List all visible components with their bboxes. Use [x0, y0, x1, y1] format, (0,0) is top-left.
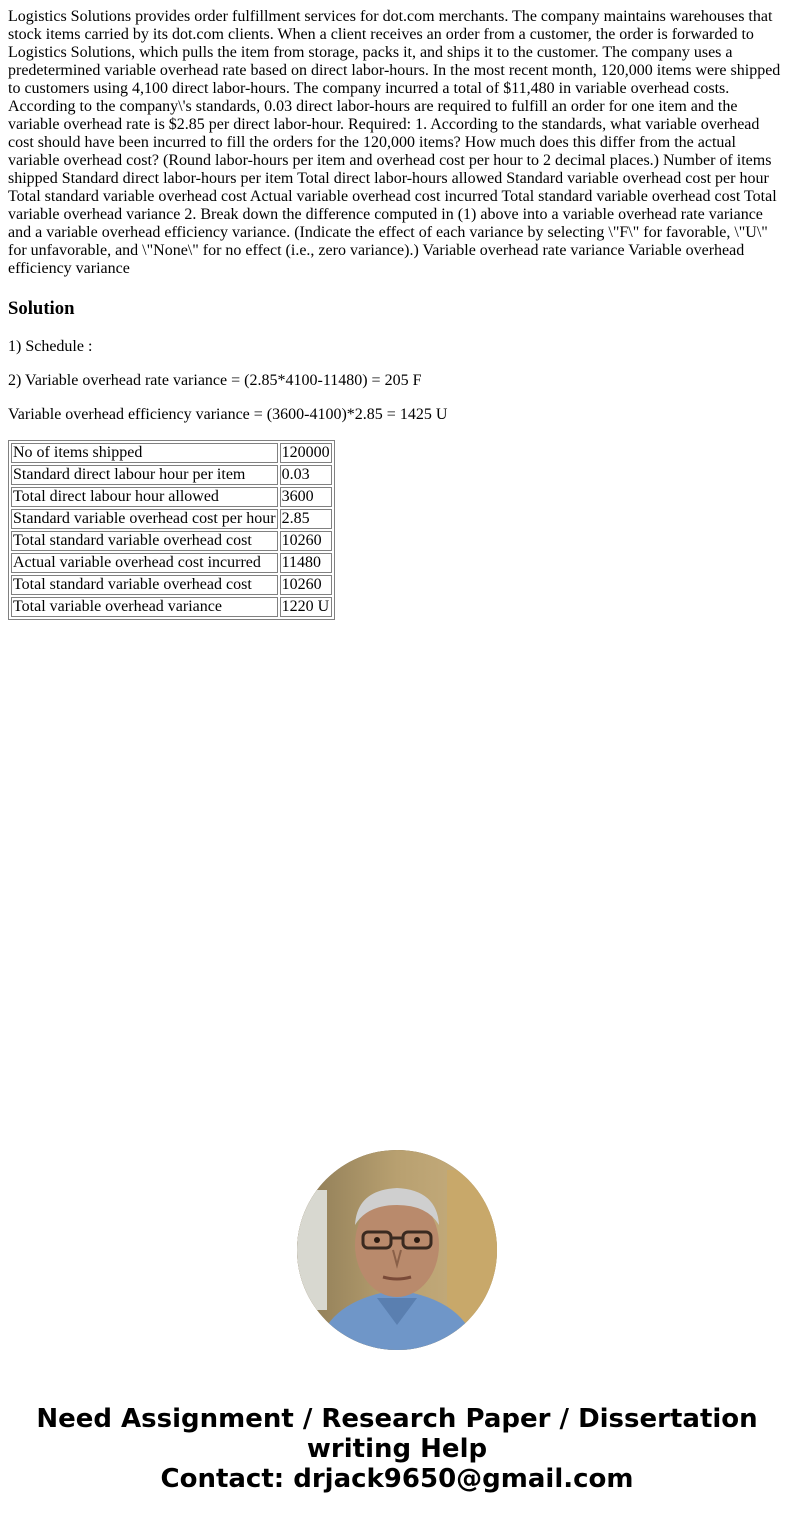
author-avatar: [297, 1150, 497, 1350]
author-photo-icon: [297, 1150, 497, 1350]
schedule-table: [8, 440, 335, 620]
table-cell-label: Total variable overhead variance: [11, 597, 278, 617]
table-cell-value: 10260: [280, 575, 332, 595]
table-row: [11, 553, 332, 573]
solution-line-schedule: 1) Schedule :: [8, 338, 93, 355]
table-cell-label: Total direct labour hour allowed: [11, 487, 278, 507]
table-row: [11, 575, 332, 595]
promo-line-1: Need Assignment / Research Paper / Dissertation: [36, 1404, 758, 1434]
promo-contact-line: Contact: drjack9650@gmail.com: [160, 1464, 634, 1494]
table-cell-label: Total standard variable overhead cost: [11, 575, 278, 595]
table-cell-value: 10260: [280, 531, 332, 551]
table-row: [11, 509, 332, 529]
table-row: [11, 465, 332, 485]
document-content: [8, 8, 786, 620]
table-cell-label: Total standard variable overhead cost: [11, 531, 278, 551]
table-cell-value: 11480: [280, 553, 332, 573]
promo-line-2: writing Help: [306, 1434, 488, 1464]
table-row: [11, 443, 332, 463]
solution-line-rate-variance: 2) Variable overhead rate variance = (2.85*4100-11480) = 205 F: [8, 372, 422, 389]
table-cell-label: Standard direct labour hour per item: [11, 465, 278, 485]
table-cell-label: No of items shipped: [11, 443, 278, 463]
table-row: [11, 487, 332, 507]
table-row: [11, 531, 332, 551]
solution-line-efficiency-variance: Variable overhead efficiency variance = (3600-4100)*2.85 = 1425 U: [8, 406, 448, 423]
question-text: Logistics Solutions provides order fulfillment services for dot.com merchants. The company maintains warehouses that stock items carried by its dot.com clients. When a client receives an order from a customer, the order is forwarded to Logistics Solutions, which pulls the item from storage, packs it, and ships it to the customer. The company uses a predetermined variable overhead rate based on direct labor-hours. In the most recent month, 120,000 items were shipped to customers using 4,100 direct labor-hours. The company incurred a total of $11,480 in variable overhead costs. According to the company\'s standards, 0.03 direct labor-hours are required to fulfill an order for one item and the variable overhead rate is $2.85 per direct labor-hour. Required: 1. According to the standards, what variable overhead cost should have been incurred to fill the orders for the 120,000 items? How much does this differ from the actual variable overhead cost? (Round labor-hours per item and overhead cost per hour to 2 decimal places.) Number of items shipped Standard direct labor-hours per item Total direct labor-hours allowed Standard variable overhead cost per hour Total standard variable overhead cost Actual variable overhead cost incurred Total standard variable overhead cost Total variable overhead variance 2. Break down the difference computed in (1) above into a variable overhead rate variance and a variable overhead efficiency variance. (Indicate the effect of each variance by selecting \"F\" for favorable, \"U\" for unfavorable, and \"None\" for no effect (i.e., zero variance).) Variable overhead rate variance Variable overhead efficiency variance: [8, 8, 781, 277]
table-cell-value: 2.85: [280, 509, 332, 529]
table-cell-value: 3600: [280, 487, 332, 507]
table-cell-value: 1220 U: [280, 597, 332, 617]
table-cell-value: 120000: [281, 444, 330, 461]
promo-section: [0, 1150, 794, 1494]
table-cell-label: Actual variable overhead cost incurred: [11, 553, 278, 573]
table-cell-label: Standard variable overhead cost per hour: [13, 510, 276, 527]
solution-heading: Solution: [8, 298, 75, 319]
promo-text: [0, 1404, 794, 1494]
table-cell-value: 0.03: [280, 465, 332, 485]
table-row: [11, 597, 332, 617]
